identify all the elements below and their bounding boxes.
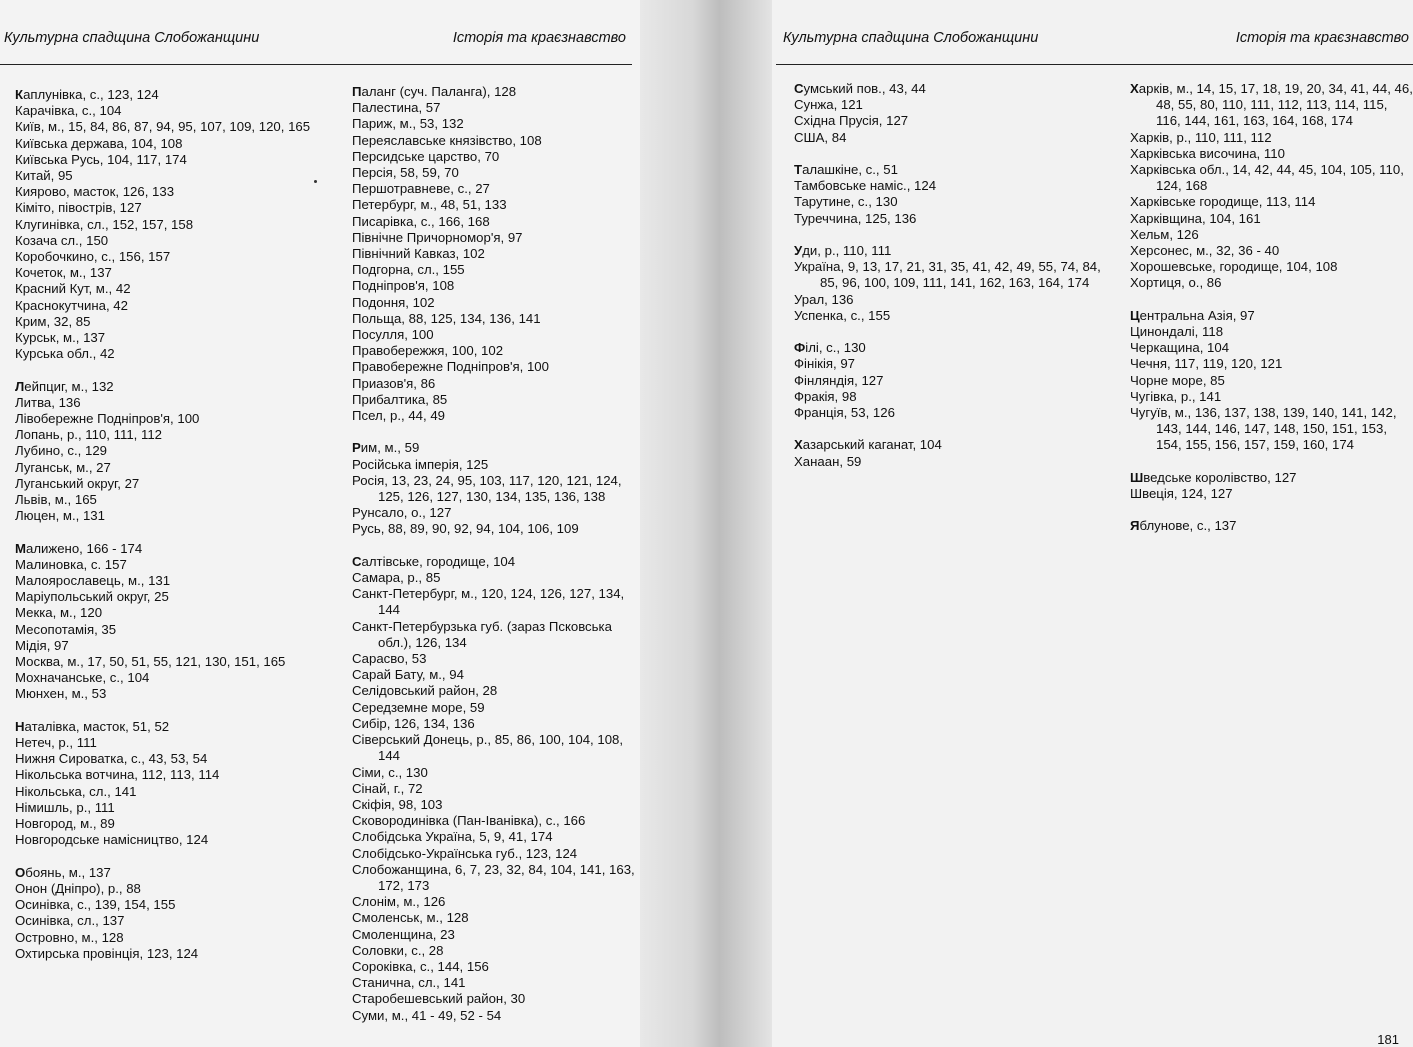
page-header [783,30,1409,52]
index-letter-group [352,554,640,1024]
header-left-title: Культурна спадщина Слобожанщини [783,30,1039,46]
index-entry: Харків, м., 14, 15, 17, 18, 19, 20, 34, 41, 44, 46, 48, 55, 80, 110, 111, 112, 113, 114, 115, 116, 144, 161, 163, 164, 168, 174 [1130,81,1413,129]
index-letter-group [1130,308,1413,454]
index-entry: Філі, с., 130 [794,340,866,356]
book-gutter [640,0,772,1047]
index-entry: Месопотамія, 35 [15,621,117,637]
index-entry: Слонім, м., 126 [352,894,446,910]
index-entry: Мекка, м., 120 [15,605,103,621]
page-number: 181 [1377,1032,1399,1047]
index-entry: Київська держава, 104, 108 [15,135,183,151]
index-entry: Прибалтика, 85 [352,391,448,407]
index-entry: Хортиця, о., 86 [1130,275,1222,291]
index-entry: Киярово, масток, 126, 133 [15,184,175,200]
index-letter-group [794,162,1114,227]
index-entry: Сарай Бату, м., 94 [352,667,464,683]
index-entry: Чугуїв, м., 136, 137, 138, 139, 140, 141, 142, 143, 144, 146, 147, 148, 150, 151, 153, 154, 155, 156, 157, 159, 160, 174 [1130,405,1397,453]
index-entry: Східна Прусія, 127 [794,113,909,129]
index-entry: Москва, м., 17, 50, 51, 55, 121, 130, 151, 165 [15,654,286,670]
index-entry: Наталівка, масток, 51, 52 [15,718,170,734]
index-entry: Франція, 53, 126 [794,405,895,421]
index-entry: Урал, 136 [794,291,854,307]
index-entry: Чорне море, 85 [1130,372,1225,388]
header-rule [776,64,1413,65]
index-entry: Харківське городище, 113, 114 [1130,194,1316,210]
index-entry: Малиновка, с. 157 [15,556,127,572]
index-entry: Правобережжя, 100, 102 [352,343,504,359]
index-entry: Салтівське, городище, 104 [352,553,516,569]
index-entry: Охтирська провінція, 123, 124 [15,945,199,961]
index-entry: Лубино, с., 129 [15,443,108,459]
index-entry: Палестина, 57 [352,100,441,116]
index-entry: Правобережне Подніпров'я, 100 [352,359,549,375]
index-entry: Сороківка, с., 144, 156 [352,958,489,974]
index-entry: Лівобережне Подніпров'я, 100 [15,411,200,427]
index-entry: Північний Кавказ, 102 [352,246,485,262]
index-entry: Слобідська Україна, 5, 9, 41, 174 [352,829,553,845]
index-entry: Курськ, м., 137 [15,330,106,346]
index-entry: Фракія, 98 [794,388,857,404]
index-entry: Малоярославець, м., 131 [15,573,171,589]
index-entry: Осинівка, сл., 137 [15,913,125,929]
index-entry: Коробочкино, с., 156, 157 [15,249,171,265]
index-entry: Малижено, 166 - 174 [15,540,143,556]
index-entry: Русь, 88, 89, 90, 92, 94, 104, 106, 109 [352,521,579,537]
index-entry: Нікольська, сл., 141 [15,783,137,799]
index-entry: Краснокутчина, 42 [15,297,128,313]
index-entry: Нетеч, р., 111 [15,735,97,751]
header-left-title: Культурна спадщина Слобожанщини [4,30,260,46]
index-entry: Старобешевський район, 30 [352,991,526,1007]
index-entry: Литва, 136 [15,394,81,410]
index-entry: Кочеток, м., 137 [15,265,112,281]
index-entry: Подгорна, сл., 155 [352,262,465,278]
index-entry: Черкащина, 104 [1130,340,1230,356]
index-entry: Подоння, 102 [352,294,435,310]
index-entry: Смоленщина, 23 [352,926,455,942]
index-entry: Новгородське намісництво, 124 [15,832,209,848]
left-page [0,0,640,1047]
index-letter-group [352,440,640,537]
index-letter-group [1130,470,1413,502]
index-letter-group [15,87,335,362]
index-entry: Хельм, 126 [1130,226,1199,242]
index-entry: Сіми, с., 130 [352,764,428,780]
index-entry: Рунсало, о., 127 [352,505,452,521]
index-letter-group [15,379,335,525]
index-entry: Лейпциг, м., 132 [15,378,114,394]
index-entry: Нижня Сироватка, с., 43, 53, 54 [15,751,208,767]
index-entry: Писарівка, с., 166, 168 [352,213,490,229]
index-entry: Козача сл., 150 [15,232,109,248]
index-entry: Харківська обл., 14, 42, 44, 45, 104, 105, 110, 124, 168 [1130,162,1404,194]
index-entry: Північне Причорномор'я, 97 [352,229,523,245]
index-entry: Тамбовське наміс., 124 [794,178,937,194]
index-entry: Смоленськ, м., 128 [352,910,469,926]
index-entry: Петербург, м., 48, 51, 133 [352,197,507,213]
header-rule [0,64,632,65]
index-letter-group [15,719,335,849]
index-entry: Російська імперія, 125 [352,456,489,472]
index-entry: Санкт-Петербург, м., 120, 124, 126, 127, 134, 144 [352,586,625,618]
index-entry: Харківщина, 104, 161 [1130,210,1261,226]
index-entry: Париж, м., 53, 132 [352,116,464,132]
index-entry: Персія, 58, 59, 70 [352,165,459,181]
index-entry: Приазов'я, 86 [352,375,436,391]
index-entry: Цинондалі, 118 [1130,324,1224,340]
index-entry: Луганськ, м., 27 [15,459,111,475]
index-entry: Обоянь, м., 137 [15,864,111,880]
index-entry: Люцен, м., 131 [15,508,105,524]
index-entry: Харківська височина, 110 [1130,145,1285,161]
index-letter-group [15,541,335,703]
index-entry: Україна, 9, 13, 17, 21, 31, 35, 41, 42, 49, 55, 74, 84, 85, 96, 100, 109, 111, 141, 162, 163, 164, 174 [794,259,1101,291]
index-entry: Польща, 88, 125, 134, 136, 141 [352,310,541,326]
index-entry: Центральна Азія, 97 [1130,307,1255,323]
index-entry: Київська Русь, 104, 117, 174 [15,151,187,167]
index-entry: Переяславське князівство, 108 [352,132,542,148]
index-entry: Сунжа, 121 [794,97,863,113]
index-letter-group [794,340,1114,421]
index-entry: Слобожанщина, 6, 7, 23, 32, 84, 104, 141, 163, 172, 173 [352,861,635,893]
index-column-left-1 [15,87,335,978]
index-letter-group [794,437,1114,469]
index-entry: Псел, р., 44, 49 [352,408,445,424]
index-entry: Китай, 95 [15,168,73,184]
index-entry: Крим, 32, 85 [15,313,91,329]
index-letter-group [794,243,1114,324]
header-right-title: Історія та краєзнавство [452,30,626,46]
index-entry: Львів, м., 165 [15,492,97,508]
index-entry: Росія, 13, 23, 24, 95, 103, 117, 120, 121, 124, 125, 126, 127, 130, 134, 135, 136, 138 [352,472,622,505]
index-entry: Київ, м., 15, 84, 86, 87, 94, 95, 107, 109, 120, 165 [15,119,311,135]
header-right-title: Історія та краєзнавство [1235,30,1409,46]
index-letter-group [1130,81,1413,292]
index-entry: Онон (Дніпро), р., 88 [15,880,141,896]
index-entry: Уди, р., 110, 111 [794,243,892,258]
index-column-right-2 [1130,81,1413,551]
index-entry: Суми, м., 41 - 49, 52 - 54 [352,1007,502,1023]
index-entry: Осинівка, с., 139, 154, 155 [15,897,176,913]
index-entry: Яблунове, с., 137 [1130,518,1237,534]
index-entry: Лопань, р., 110, 111, 112 [15,427,163,443]
index-letter-group [1130,518,1413,534]
index-entry: Чечня, 117, 119, 120, 121 [1130,356,1283,372]
index-entry: Фінікія, 97 [794,356,856,372]
index-entry: Сінай, г., 72 [352,780,423,796]
index-entry: Талашкіне, с., 51 [794,162,898,177]
index-entry: США, 84 [794,129,847,145]
index-entry: Кіміто, півострів, 127 [15,200,142,216]
index-entry: Каплунівка, с., 123, 124 [15,87,159,102]
index-entry: Мідія, 97 [15,637,69,653]
index-entry: Мохначанське, с., 104 [15,670,150,686]
index-entry: Ханаан, 59 [794,453,862,469]
index-entry: Посулля, 100 [352,327,434,343]
index-entry: Херсонес, м., 32, 36 - 40 [1130,243,1280,259]
index-entry: Сіверський Донець, р., 85, 86, 100, 104, 108, 144 [352,732,624,764]
index-entry: Скіфія, 98, 103 [352,796,443,812]
index-letter-group [794,81,1114,146]
index-entry: Островно, м., 128 [15,929,124,945]
right-page [772,0,1413,1047]
index-entry: Карачівка, с., 104 [15,103,122,119]
index-entry: Хорошевське, городище, 104, 108 [1130,259,1338,275]
index-entry: Самара, р., 85 [352,570,441,586]
index-entry: Нікольська вотчина, 112, 113, 114 [15,767,220,783]
index-entry: Мюнхен, м., 53 [15,686,107,702]
index-entry: Красний Кут, м., 42 [15,281,131,297]
index-entry: Рим, м., 59 [352,440,420,456]
index-entry: Німишль, р., 111 [15,799,115,815]
index-entry: Новгород, м., 89 [15,816,115,832]
index-entry: Сумський пов., 43, 44 [794,81,926,96]
index-entry: Шведське королівство, 127 [1130,469,1297,485]
index-entry: Успенка, с., 155 [794,307,891,323]
index-entry: Середземне море, 59 [352,699,485,715]
index-entry: Першотравневе, с., 27 [352,181,490,197]
index-entry: Сковородинівка (Пан-Іванівка), с., 166 [352,813,586,829]
index-entry: Курська обл., 42 [15,346,115,362]
index-entry: Харків, р., 110, 111, 112 [1130,129,1272,145]
index-letter-group [15,865,335,962]
index-entry: Селідовський район, 28 [352,683,498,699]
index-entry: Тарутине, с., 130 [794,194,898,210]
index-entry: Подніпров'я, 108 [352,278,455,294]
index-entry: Сибір, 126, 134, 136 [352,715,475,731]
index-entry: Маріупольський округ, 25 [15,589,169,605]
index-entry: Станична, сл., 141 [352,975,466,991]
index-entry: Клугинівка, сл., 152, 157, 158 [15,216,194,232]
index-entry: Паланг (суч. Паланга), 128 [352,84,517,99]
index-entry: Хазарський каганат, 104 [794,437,942,453]
index-entry: Соловки, с., 28 [352,942,444,958]
index-entry: Швеція, 124, 127 [1130,486,1233,502]
index-entry: Луганський округ, 27 [15,475,140,491]
index-entry: Санкт-Петербурзька губ. (зараз Псковська обл.), 126, 134 [352,618,612,650]
index-letter-group [352,84,640,424]
index-entry: Персидське царство, 70 [352,148,500,164]
index-entry: Туреччина, 125, 136 [794,210,917,226]
index-entry: Слобідсько-Українська губ., 123, 124 [352,845,578,861]
index-entry: Фінляндія, 127 [794,372,884,388]
index-entry: Сарасво, 53 [352,651,427,667]
index-entry: Чугівка, р., 141 [1130,388,1222,404]
page-header [4,30,626,52]
index-column-right-1 [794,81,1114,486]
index-column-left-2 [352,84,640,1040]
